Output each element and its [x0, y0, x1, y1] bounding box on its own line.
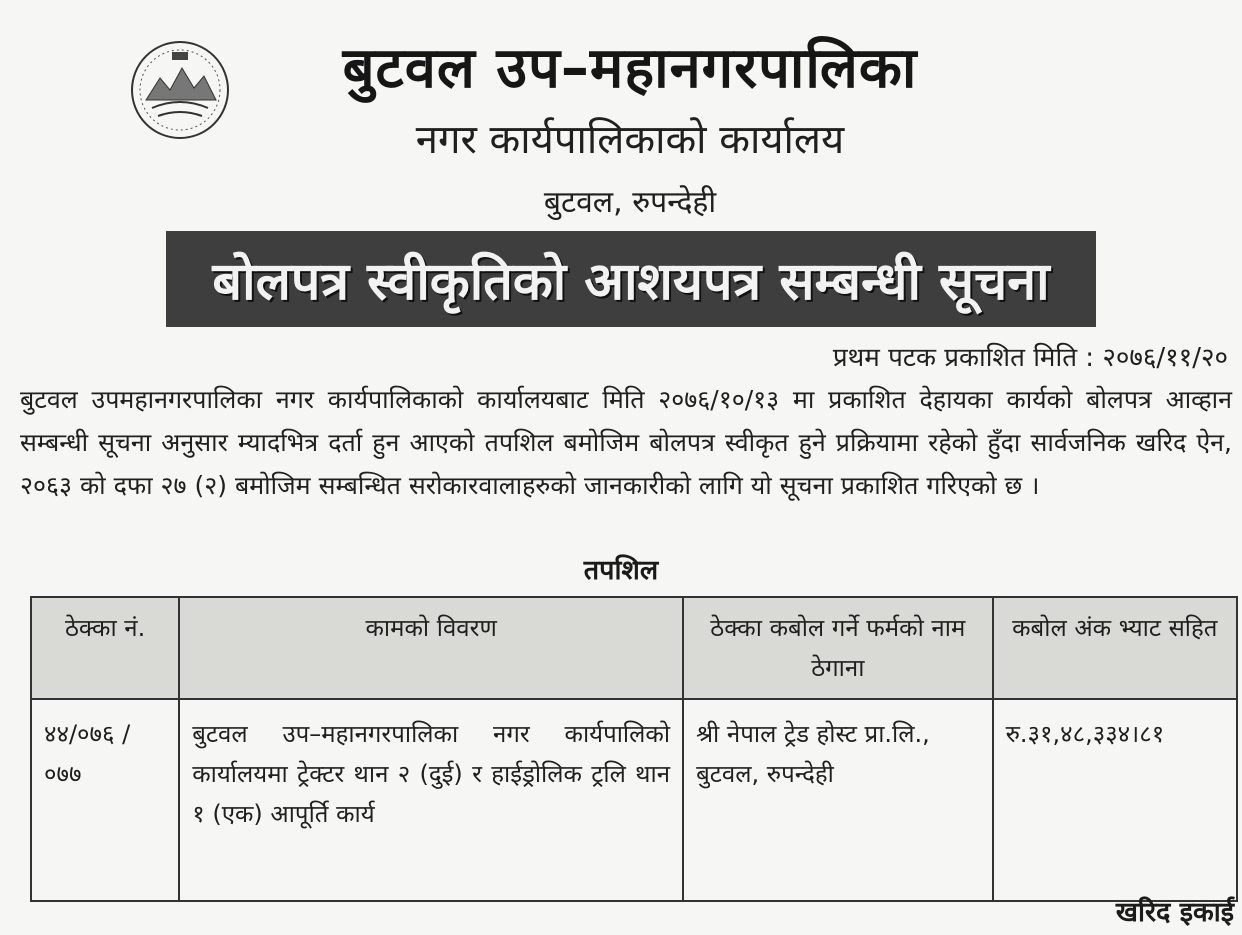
- header-firm-name-address: ठेक्का कबोल गर्ने फर्मको नाम ठेगाना: [683, 597, 993, 699]
- header-bid-amount: कबोल अंक भ्याट सहित: [993, 597, 1237, 699]
- cell-contract-no: ४४/०७६ /०७७: [31, 699, 179, 901]
- schedule-title: तपशिल: [583, 555, 659, 586]
- table-row: [31, 699, 1237, 901]
- publish-date: प्रथम पटक प्रकाशित मिति : २०७६/११/२०: [832, 343, 1228, 373]
- procurement-unit-label: खरिद इकाई: [1115, 897, 1234, 928]
- cell-bid-amount: रु.३१,४८,३३४।८१: [993, 699, 1237, 901]
- table-header-row: [31, 597, 1237, 699]
- notice-title-banner: [166, 231, 1096, 327]
- header-contract-no: ठेक्का नं.: [31, 597, 179, 699]
- notice-title: बोलपत्र स्वीकृतिको आशयपत्र सम्बन्धी सूचना: [212, 251, 1050, 312]
- cell-firm-name-address: श्री नेपाल ट्रेड होस्ट प्रा.लि., बुटवल, रुपन्देही: [683, 699, 993, 901]
- header-work-description: कामको विवरण: [179, 597, 683, 699]
- cell-work-description: बुटवल उप–महानगरपालिका नगर कार्यपालिको कार्यालयमा ट्रेक्टर थान २ (दुई) र हाईड्रोलिक ट्रलि थान १ (एक) आपूर्ति कार्य: [179, 699, 683, 901]
- contract-table: [30, 596, 1238, 902]
- office-name: नगर कार्यपालिकाको कार्यालय: [415, 117, 845, 163]
- organization-name: बुटवल उप–महानगरपालिका: [342, 36, 918, 101]
- office-location: बुटवल, रुपन्देही: [543, 185, 717, 220]
- notice-body: बुटवल उपमहानगरपालिका नगर कार्यपालिकाको कार्यालयबाट मिति २०७६/१०/१३ मा प्रकाशित देहायका कार्यको बोलपत्र आव्हान सम्बन्धी सूचना अनुसार म्यादभित्र दर्ता हुन आएको तपशिल बमोजिम बोलपत्र स्वीकृत हुने प्रक्रियामा रहेको हुँदा सार्वजनिक खरिद ऐन, २०६३ को दफा २७ (२) बमोजिम सम्बन्धित सरोकारवालाहरुको जानकारीको लागि यो सूचना प्रकाशित गरिएको छ ।: [20, 385, 1232, 500]
- government-emblem-icon: [128, 38, 232, 142]
